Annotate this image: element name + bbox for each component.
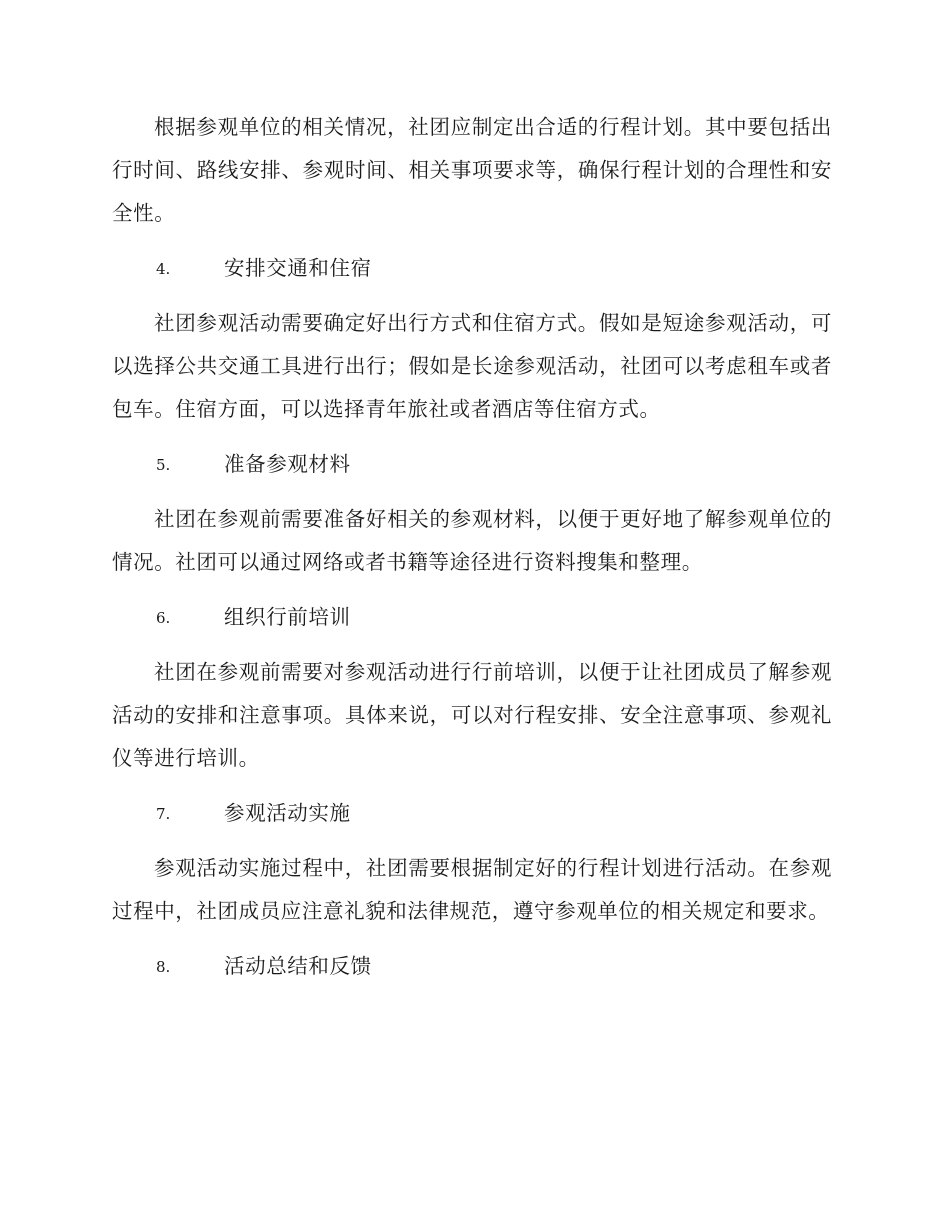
paragraph-activity-execution: 参观活动实施过程中，社团需要根据制定好的行程计划进行活动。在参观过程中，社团成员应注意礼貌和法律规范，遵守参观单位的相关规定和要求。 <box>112 856 832 923</box>
section-title: 组织行前培训 <box>224 605 351 629</box>
paragraph-visit-materials: 社团在参观前需要准备好相关的参观材料，以便于更好地了解参观单位的情况。社团可以通过网络或者书籍等途径进行资料搜集和整理。 <box>112 507 832 574</box>
section-number: 5. <box>156 456 171 474</box>
section-title: 参观活动实施 <box>224 801 351 825</box>
section-title: 准备参观材料 <box>224 452 351 476</box>
section-heading-7 <box>112 792 832 835</box>
paragraph-itinerary-plan: 根据参观单位的相关情况，社团应制定出合适的行程计划。其中要包括出行时间、路线安排、参观时间、相关事项要求等，确保行程计划的合理性和安全性。 <box>112 115 832 225</box>
paragraph-transport-lodging: 社团参观活动需要确定好出行方式和住宿方式。假如是短途参观活动，可以选择公共交通工具进行出行；假如是长途参观活动，社团可以考虑租车或者包车。住宿方面，可以选择青年旅社或者酒店等住宿方式。 <box>112 311 832 421</box>
section-number: 4. <box>156 260 171 278</box>
section-title: 活动总结和反馈 <box>224 954 372 978</box>
section-number: 8. <box>156 958 171 976</box>
section-heading-4 <box>112 247 832 290</box>
section-number: 7. <box>156 805 171 823</box>
section-heading-8 <box>112 945 832 988</box>
paragraph-pre-trip-training: 社团在参观前需要对参观活动进行行前培训，以便于让社团成员了解参观活动的安排和注意事项。具体来说，可以对行程安排、安全注意事项、参观礼仪等进行培训。 <box>112 660 832 770</box>
document-page <box>112 106 832 1000</box>
section-heading-6 <box>112 596 832 639</box>
section-heading-5 <box>112 443 832 486</box>
section-number: 6. <box>156 609 171 627</box>
section-title: 安排交通和住宿 <box>224 256 372 280</box>
